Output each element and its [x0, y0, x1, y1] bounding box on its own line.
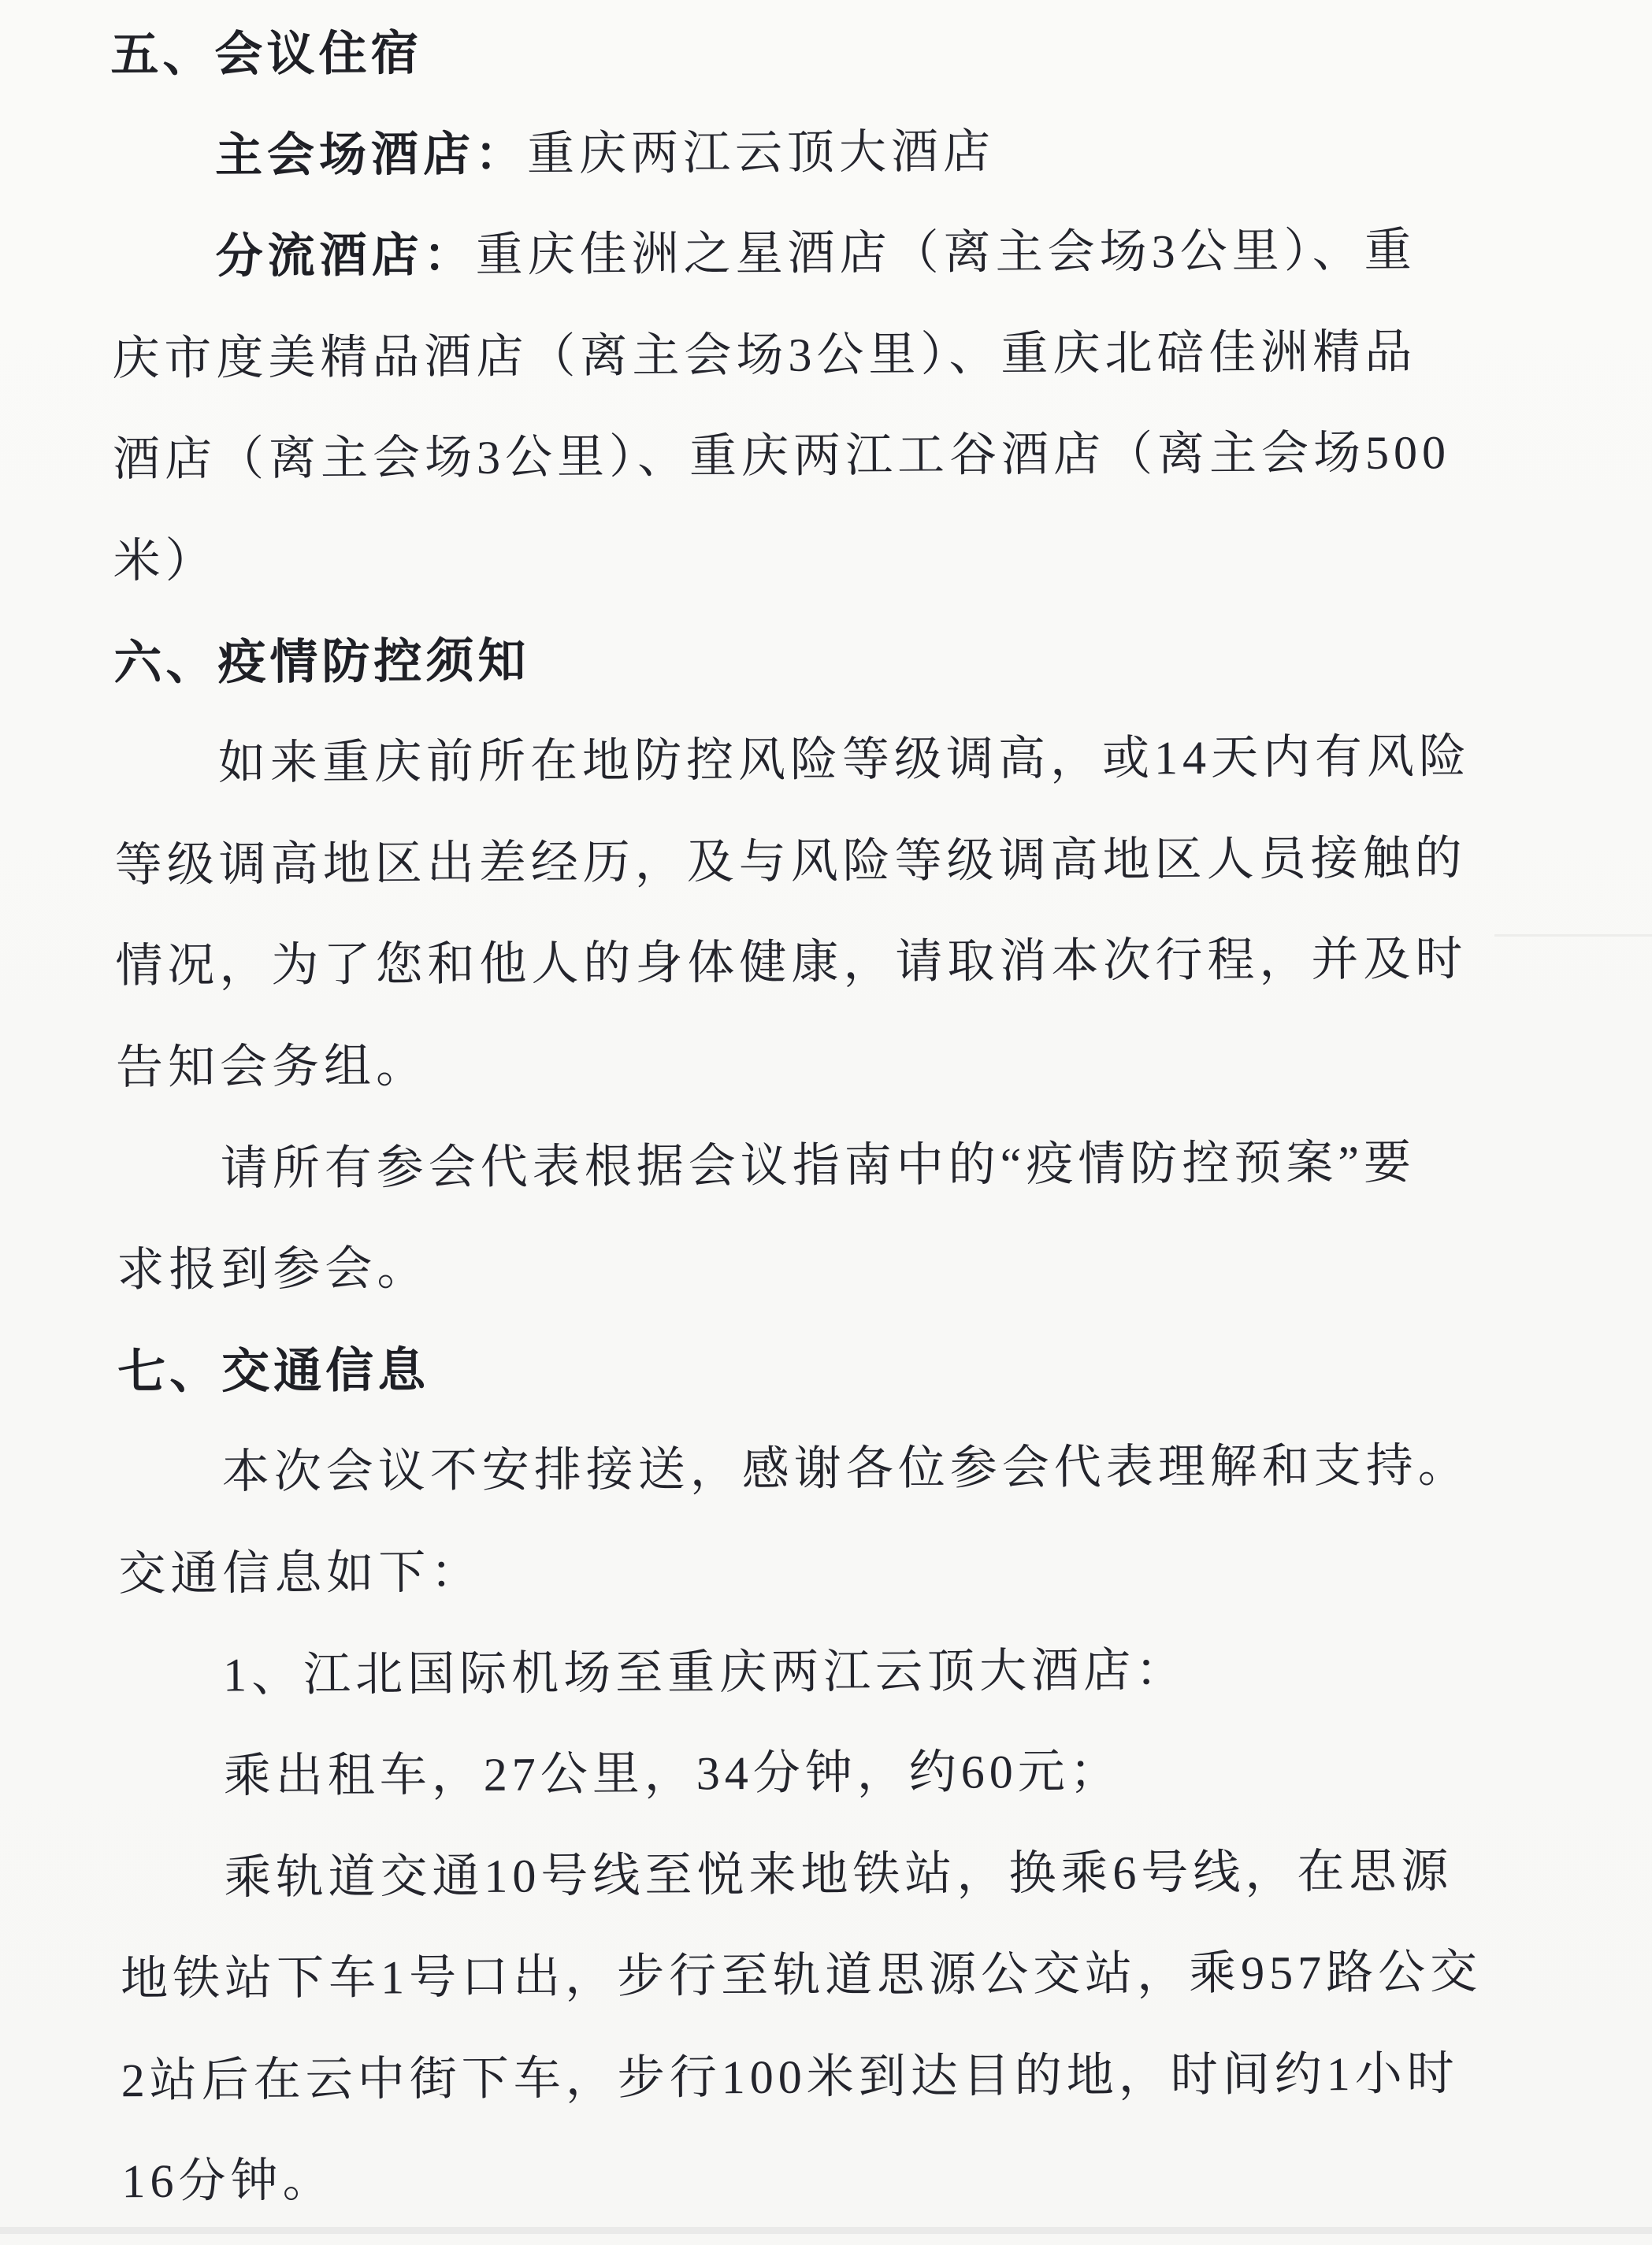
line-traffic-intro-2: 交通信息如下：	[118, 1546, 483, 1601]
line-route1-taxi: 乘出租车，27公里，34分钟，约60元；	[223, 1745, 1122, 1802]
line-route1-transit-3: 2站后在云中街下车，步行100米到达目的地，时间约1小时	[121, 2047, 1459, 2107]
line-overflow-hotels-4: 米）	[113, 534, 217, 588]
line-epidemic-para2-2: 求报到参会。	[117, 1242, 429, 1297]
line-epidemic-para1-4: 告知会务组。	[115, 1040, 429, 1094]
heading-traffic-info: 七、交通信息	[117, 1342, 430, 1398]
line-overflow-hotels-3: 酒店（离主会场3公里）、重庆两江工谷酒店（离主会场500	[112, 426, 1451, 486]
line-overflow-hotels-2: 庆市度美精品酒店（离主会场3公里）、重庆北碚佳洲精品	[112, 325, 1417, 385]
line-main-venue-hotel	[111, 98, 1652, 207]
line-route1-transit-4: 16分钟。	[121, 2154, 335, 2208]
line-epidemic-para1-2: 等级调高地区出差经历，及与风险等级调高地区人员接触的	[114, 832, 1467, 892]
line-route1-transit-2: 地铁站下车1号口出，步行至轨道思源公交站，乘957路公交	[120, 1946, 1483, 2006]
overflow-hotels-label: 分流酒店：	[215, 228, 476, 283]
line-route1-title: 1、江北国际机场至重庆两江云顶大酒店：	[222, 1643, 1188, 1701]
line-epidemic-para1-3: 情况，为了您和他人的身体健康，请取消本次行程，并及时	[115, 933, 1468, 993]
line-overflow-hotels-1	[111, 199, 1652, 308]
main-venue-hotel-value: 重庆两江云顶大酒店	[526, 124, 996, 180]
line-epidemic-para2-1: 请所有参会代表根据会议指南中的“疫情防控预案”要	[220, 1136, 1416, 1195]
heading-epidemic-notice: 六、疫情防控须知	[113, 633, 530, 689]
main-venue-hotel-label: 主会场酒店：	[214, 127, 528, 182]
overflow-hotels-value: 重庆佳洲之星酒店（离主会场3公里）、重	[475, 224, 1416, 282]
scan-streak-artifact	[1494, 934, 1652, 937]
line-route1-transit-1: 乘轨道交通10号线至悦来地铁站，换乘6号线，在思源	[224, 1845, 1453, 1904]
line-traffic-intro-1: 本次会议不安排接送，感谢各位参会代表理解和支持。	[221, 1439, 1470, 1498]
line-epidemic-para1-1: 如来重庆前所在地防控风险等级调高，或14天内有风险	[217, 730, 1472, 789]
scan-edge-artifact	[0, 2227, 1652, 2234]
heading-accommodation: 五、会议住宿	[110, 26, 423, 82]
